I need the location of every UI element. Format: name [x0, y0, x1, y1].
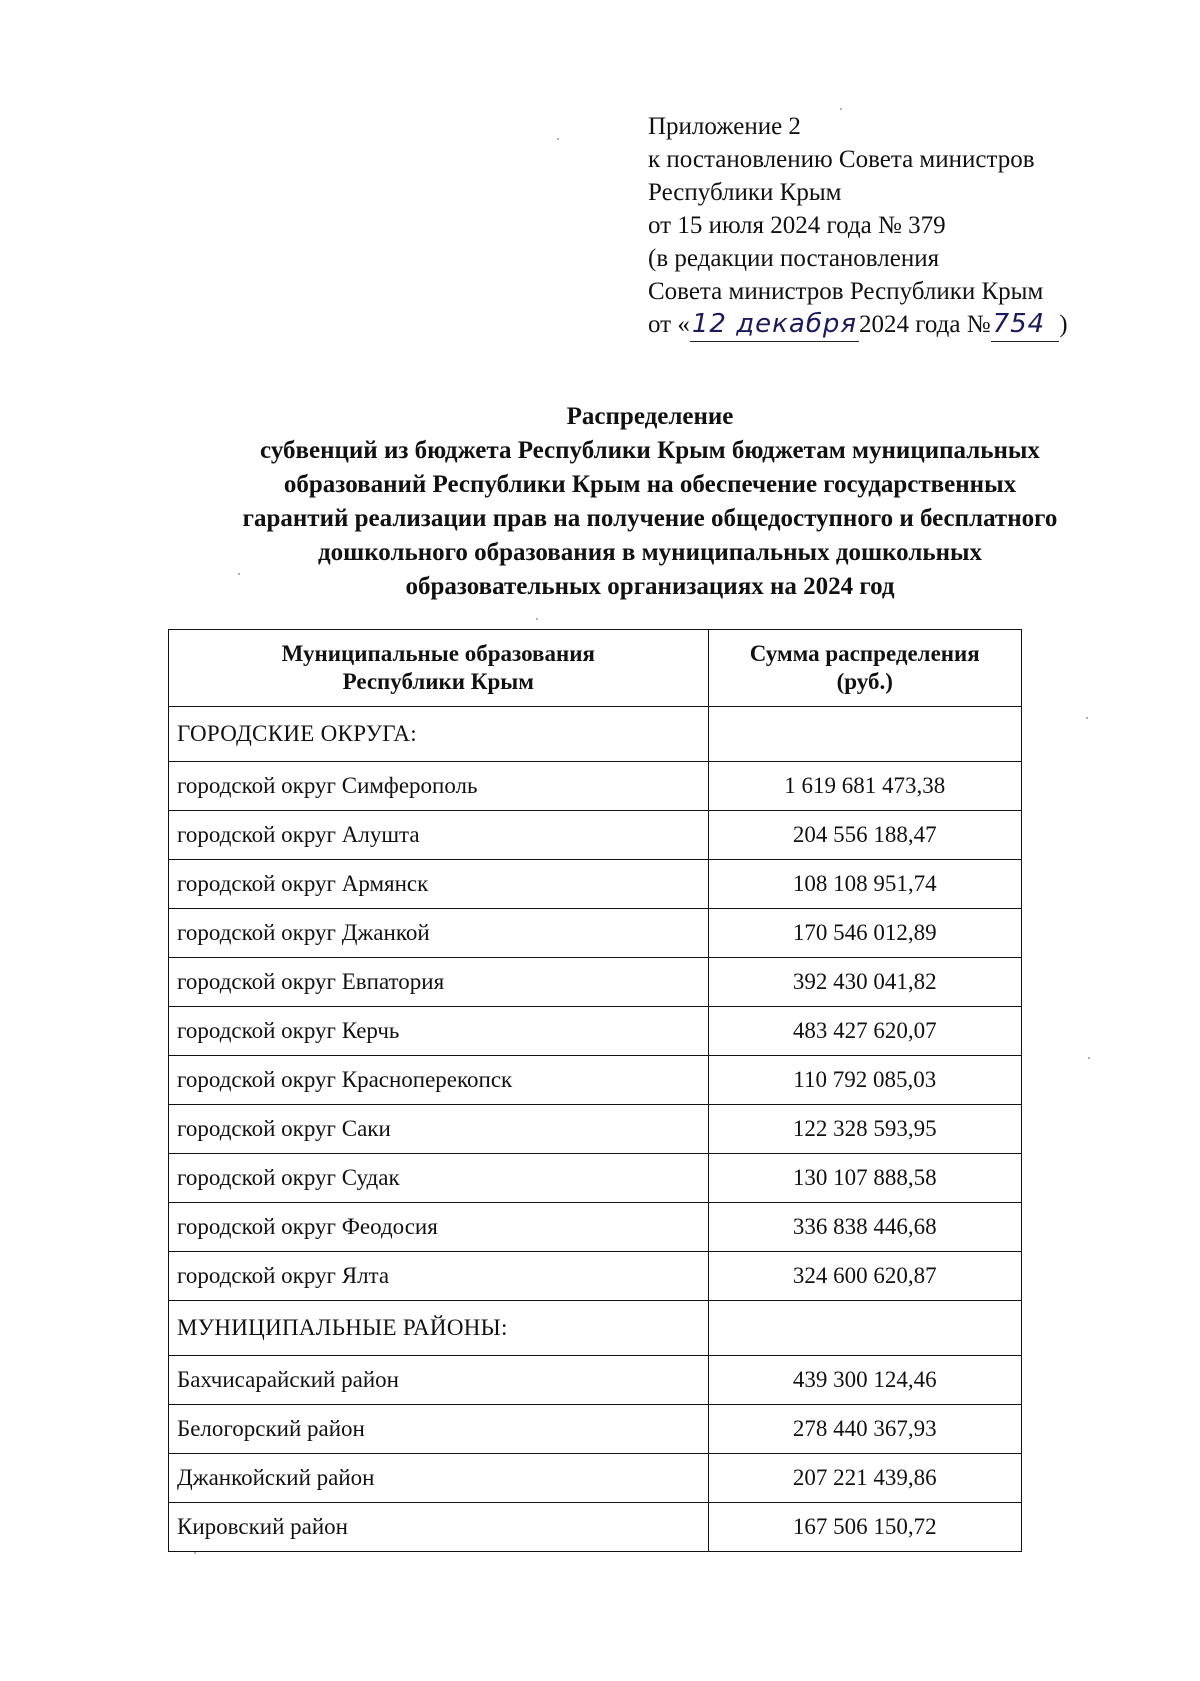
header-line: Совета министров Республики Крым [648, 278, 1044, 305]
document-title [160, 400, 1140, 604]
title-line: Распределение [566, 403, 734, 430]
signature-date-line [648, 308, 1068, 342]
distribution-table [168, 629, 1022, 1552]
table-row [169, 909, 1022, 958]
amount-cell: 170 546 012,89 [708, 909, 1022, 958]
sign-suffix: ) [1059, 311, 1068, 338]
section-name-cell: МУНИЦИПАЛЬНЫЕ РАЙОНЫ: [169, 1301, 709, 1356]
table-row [169, 958, 1022, 1007]
scan-speck [557, 138, 559, 140]
header-line: от 15 июля 2024 года № 379 [648, 212, 946, 239]
title-line: гарантий реализации прав на получение общедоступного и бесплатного [242, 505, 1058, 532]
scan-speck [238, 573, 240, 575]
header-amount [708, 630, 1022, 707]
header-amount-line2: (руб.) [836, 669, 893, 694]
table-row [169, 811, 1022, 860]
table-row [169, 1007, 1022, 1056]
amount-cell [708, 1301, 1022, 1356]
municipality-cell: городской округ Симферополь [169, 762, 709, 811]
handwritten-date: 12 декабря [690, 308, 859, 342]
header-line: Республики Крым [648, 179, 842, 206]
title-line: субвенций из бюджета Республики Крым бюджетам муниципальных [260, 437, 1040, 464]
amount-cell: 324 600 620,87 [708, 1252, 1022, 1301]
section-name-cell: ГОРОДСКИЕ ОКРУГА: [169, 707, 709, 762]
municipality-cell: городской округ Саки [169, 1105, 709, 1154]
header-line: Приложение 2 [648, 113, 801, 140]
scan-speck [1086, 717, 1088, 719]
table-row [169, 1203, 1022, 1252]
amount-cell: 1 619 681 473,38 [708, 762, 1022, 811]
header-municipality-line2: Республики Крым [342, 669, 534, 694]
amount-cell: 130 107 888,58 [708, 1154, 1022, 1203]
municipality-cell: городской округ Армянск [169, 860, 709, 909]
table-row [169, 1356, 1022, 1405]
municipality-cell: городской округ Керчь [169, 1007, 709, 1056]
title-line: образовательных организациях на 2024 год [405, 573, 895, 600]
table-row [169, 860, 1022, 909]
table-section-row [169, 1301, 1022, 1356]
amount-cell: 108 108 951,74 [708, 860, 1022, 909]
table-row [169, 1252, 1022, 1301]
amount-cell: 392 430 041,82 [708, 958, 1022, 1007]
table-row [169, 762, 1022, 811]
title-line: образований Республики Крым на обеспечение государственных [283, 471, 1017, 498]
appendix-header [648, 110, 1168, 342]
scan-speck [194, 1552, 196, 1554]
title-line: дошкольного образования в муниципальных дошкольных [317, 539, 982, 566]
amount-cell: 483 427 620,07 [708, 1007, 1022, 1056]
header-line: к постановлению Совета министров [648, 146, 1035, 173]
amount-cell: 336 838 446,68 [708, 1203, 1022, 1252]
scan-speck [1088, 1057, 1090, 1059]
header-municipality-line1: Муниципальные образования [281, 641, 595, 666]
amount-cell: 278 440 367,93 [708, 1405, 1022, 1454]
amount-cell: 204 556 188,47 [708, 811, 1022, 860]
table-section-row [169, 707, 1022, 762]
amount-cell: 110 792 085,03 [708, 1056, 1022, 1105]
header-municipality [169, 630, 709, 707]
table-row [169, 1154, 1022, 1203]
municipality-cell: городской округ Судак [169, 1154, 709, 1203]
municipality-cell: городской округ Евпатория [169, 958, 709, 1007]
amount-cell: 207 221 439,86 [708, 1454, 1022, 1503]
amount-cell: 439 300 124,46 [708, 1356, 1022, 1405]
municipality-cell: городской округ Феодосия [169, 1203, 709, 1252]
municipality-cell: Кировский район [169, 1503, 709, 1552]
table-row [169, 1105, 1022, 1154]
sign-prefix: от « [648, 311, 690, 338]
municipality-cell: городской округ Алушта [169, 811, 709, 860]
header-amount-line1: Сумма распределения [749, 641, 980, 666]
table-row [169, 1056, 1022, 1105]
municipality-cell: Бахчисарайский район [169, 1356, 709, 1405]
municipality-cell: городской округ Красноперекопск [169, 1056, 709, 1105]
header-line: (в редакции постановления [648, 245, 940, 272]
scan-speck [536, 618, 538, 620]
table-row [169, 1405, 1022, 1454]
sign-year: 2024 года № [859, 311, 991, 338]
amount-cell: 122 328 593,95 [708, 1105, 1022, 1154]
table-header-row [169, 630, 1022, 707]
municipality-cell: Джанкойский район [169, 1454, 709, 1503]
scan-speck [840, 108, 842, 110]
table-row [169, 1503, 1022, 1552]
amount-cell [708, 707, 1022, 762]
handwritten-number: 754 [991, 308, 1060, 342]
table-row [169, 1454, 1022, 1503]
municipality-cell: городской округ Ялта [169, 1252, 709, 1301]
amount-cell: 167 506 150,72 [708, 1503, 1022, 1552]
table-body [169, 707, 1022, 1552]
municipality-cell: Белогорский район [169, 1405, 709, 1454]
municipality-cell: городской округ Джанкой [169, 909, 709, 958]
